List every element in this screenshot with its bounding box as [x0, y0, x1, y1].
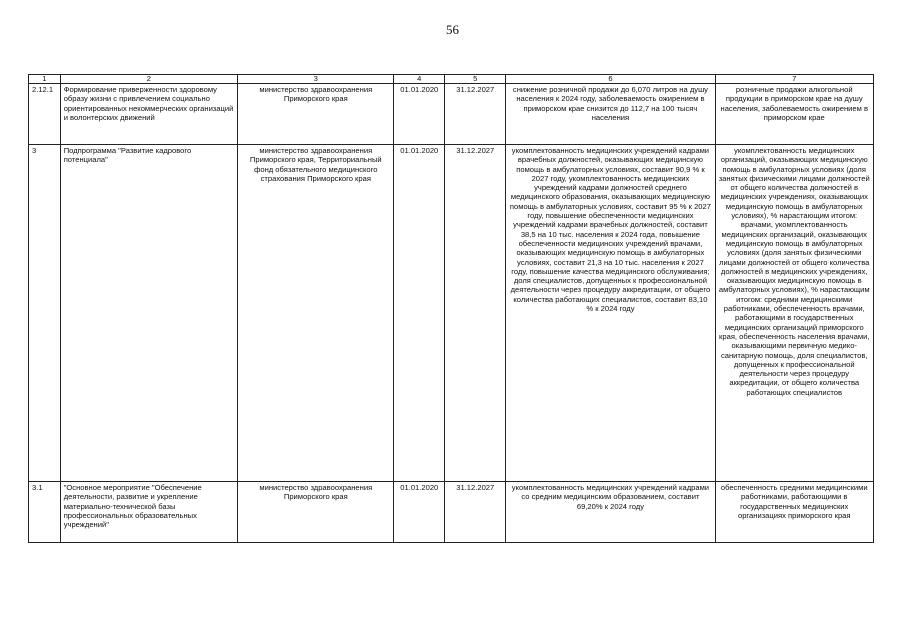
- column-header: 2: [60, 75, 237, 84]
- table-row: [29, 84, 874, 145]
- program-table: [28, 74, 874, 543]
- row-number: 2.12.1: [29, 84, 61, 145]
- table-row: [29, 145, 874, 482]
- column-header: 3: [238, 75, 394, 84]
- column-header: 6: [506, 75, 715, 84]
- end-date: 31.12.2027: [445, 84, 506, 145]
- end-date: 31.12.2027: [445, 145, 506, 482]
- activity-name: Подпрограмма "Развитие кадрового потенциала": [60, 145, 237, 482]
- executor: министерство здравоохранения Приморского края: [238, 84, 394, 145]
- start-date: 01.01.2020: [394, 482, 445, 543]
- executor: министерство здравоохранения Приморского края: [238, 482, 394, 543]
- column-header: 1: [29, 75, 61, 84]
- activity-name: Формирование приверженности здоровому образу жизни с привлечением социально ориентированных некоммерческих организаций и волонтерских движений: [60, 84, 237, 145]
- activity-name: "Основное мероприятие "Обеспечение деятельности, развитие и укрепление материально-технической базы профессиональных образовательных учреждений": [60, 482, 237, 543]
- column-header: 7: [715, 75, 874, 84]
- expected-result: снижение розничной продажи до 6,070 литров на душу населения к 2024 году, заболеваемость ожирением в приморском крае снизится до 112,7 на 100 тысяч населения: [506, 84, 715, 145]
- row-number: 3.1: [29, 482, 61, 543]
- table-row: [29, 482, 874, 543]
- expected-result: укомплектованность медицинских учреждений кадрами врачебных должностей, оказывающих медицинскую помощь в амбулаторных условиях, составит 90,9 % к 2027 году, укомплектованность медицинских учреждений кадрами должностей среднего медицинского образования, оказывающих медицинскую помощь в амбулаторных условиях, составит 95 % к 2027 году, повышение обеспеченности медицинских учреждений кадрами врачебных должностей, составит 38,5 на 10 тыс. населения к 2024 года, повышение обеспеченности медицинских учреждений врачами, оказывающих медицинскую помощь в амбулаторных условиях, составит 21,3 на 10 тыс. населения к 2027 году, повышение качества медицинского обслуживания; доля специалистов, допущенных к профессиональной деятельности через процедуру аккредитации, от общего количества работающих специалистов, составит 83,10 % к 2024 году: [506, 145, 715, 482]
- row-number: 3: [29, 145, 61, 482]
- start-date: 01.01.2020: [394, 84, 445, 145]
- indicator: обеспеченность средними медицинскими работниками, работающими в государственных медицинских организациях приморского края: [715, 482, 874, 543]
- start-date: 01.01.2020: [394, 145, 445, 482]
- expected-result: укомплектованность медицинских учреждений кадрами со средним медицинским образованием, составит 69,20% к 2024 году: [506, 482, 715, 543]
- page-number: 56: [446, 22, 459, 37]
- column-header: 4: [394, 75, 445, 84]
- indicator: розничные продажи алкогольной продукции в приморском крае на душу населения, заболеваемость ожирением в приморском крае: [715, 84, 874, 145]
- table-header-row: [29, 75, 874, 84]
- indicator: укомплектованность медицинских организаций, оказывающих медицинскую помощь в амбулаторных условиях (доля занятых физическими лицами должностей от общего количества должностей в медицинских учреждениях, оказывающих медицинскую помощь в амбулаторных условиях), % нарастающим итогом: врачами, укомплектованность медицинских организаций, оказывающих медицинскую помощь в амбулаторных условиях (доля занятых физическими лицами должностей от общего количества должностей в медицинских учреждениях, оказывающих медицинскую помощь в амбулаторных условиях), % нарастающим итогом: средними медицинскими работниками, обеспеченность врачами, работающими в государственных медицинских организаций приморского края, обеспеченность населения врачами, оказывающими первичную медико-санитарную помощь, доля специалистов, допущенных к профессиональной деятельности через процедуру аккредитации, от общего количества работающих специалистов: [715, 145, 874, 482]
- executor: министерство здравоохранения Приморского края, Территориальный фонд обязательного медицинского страхования Приморского края: [238, 145, 394, 482]
- column-header: 5: [445, 75, 506, 84]
- end-date: 31.12.2027: [445, 482, 506, 543]
